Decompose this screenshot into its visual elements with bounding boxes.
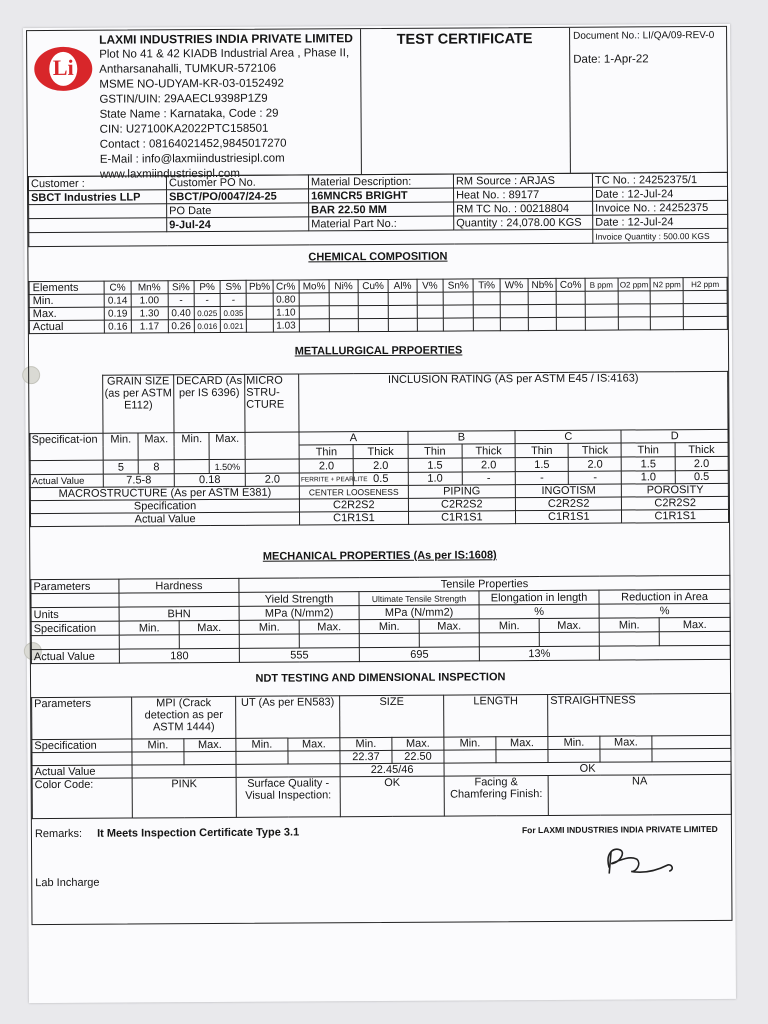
chemical-cell: [388, 305, 416, 318]
chemical-cell: [329, 293, 357, 306]
actual-value-label: Actual Value: [30, 474, 103, 487]
remarks-text: It Meets Inspection Certificate Type 3.1: [97, 826, 300, 840]
spec-value: 1.5: [408, 458, 462, 472]
chemical-cell: Sn%: [443, 279, 474, 292]
chemical-cell: 0.26: [168, 320, 194, 333]
actual-elongation: 13%: [479, 646, 599, 661]
chemical-cell: [443, 318, 474, 331]
inclusion-group-a: A: [299, 431, 408, 445]
spec-value: 2.0: [354, 458, 408, 472]
macro-actual-value: C1R1S1: [622, 509, 729, 523]
max-label: Max.: [179, 620, 239, 634]
chemical-cell: [683, 290, 727, 303]
customer-label: Customer :: [28, 176, 166, 191]
company-address-block: [99, 31, 358, 183]
chemical-cell: 1.30: [131, 307, 168, 320]
actual-value: -: [462, 472, 515, 485]
address-line: Antharsanahalli, TUMKUR-572106: [99, 62, 277, 76]
color-code: PINK: [132, 777, 236, 818]
chemical-cell: [330, 319, 358, 332]
metallurgical-heading: METALLURGICAL PRPOERTIES: [294, 344, 463, 358]
inclusion-group-d: D: [621, 429, 728, 443]
min-label: Min.: [479, 619, 539, 633]
macro-actual-value: C1R1S1: [300, 511, 409, 525]
unit-bhn: BHN: [119, 606, 239, 621]
chemical-cell: [528, 291, 556, 304]
chemical-cell: [247, 319, 273, 332]
chemical-cell: P%: [194, 280, 220, 293]
chemical-cell: Cu%: [358, 279, 389, 292]
actual-hardness: 180: [119, 648, 239, 663]
color-code-label: Color Code:: [32, 778, 132, 819]
chemical-row-label: Min.: [29, 294, 104, 307]
chemical-cell: [417, 305, 443, 318]
actual-yield: 555: [239, 648, 359, 663]
actual-micro: 2.0: [245, 473, 299, 486]
rm-tc-no: RM TC No. : 00218804: [454, 201, 593, 216]
chemical-cell: [299, 306, 330, 319]
spec-value: 1.50%: [210, 459, 246, 473]
size-header: SIZE: [340, 695, 444, 738]
chemical-cell: 0.021: [220, 319, 246, 332]
min-label: Min.: [132, 739, 184, 752]
spec-value: 2.0: [675, 456, 728, 470]
min-label: Min.: [548, 736, 600, 749]
chemical-cell: [683, 316, 727, 329]
company-logo: [34, 47, 92, 91]
chemical-cell: [618, 304, 651, 317]
chemical-cell: V%: [417, 279, 443, 292]
spec-value: [174, 460, 210, 474]
chemical-row-label: Actual: [29, 320, 104, 333]
macro-spec-value: C2R2S2: [300, 498, 409, 512]
material-desc: 16MNCR5 BRIGHT: [309, 188, 454, 203]
customer-name: SBCT Industries LLP: [29, 190, 167, 205]
mech-spec-label: Specification: [31, 621, 119, 636]
chemical-cell: [557, 317, 585, 330]
chemical-cell: [585, 291, 618, 304]
thick-label: Thick: [568, 443, 621, 457]
macro-spec-label: Specification: [30, 499, 299, 514]
cin: CIN: U27100KA2022PTC158501: [99, 122, 269, 136]
address-line: Plot No 41 & 42 KIADB Industrial Area , Phase II,: [99, 47, 350, 61]
unit-percent: %: [599, 603, 730, 618]
chemical-cell: 0.16: [105, 320, 131, 333]
chemical-cell: [474, 292, 500, 305]
chemical-cell: [500, 305, 528, 318]
po-no-label: Customer PO No.: [166, 175, 308, 190]
macro-actual-value: C1R1S1: [516, 510, 622, 524]
po-date-label: PO Date: [167, 203, 309, 218]
chemical-cell: [389, 318, 417, 331]
grain-min: Min.: [103, 433, 139, 460]
chemical-cell: [443, 305, 474, 318]
invoice-no: Invoice No. : 24252375: [593, 200, 728, 215]
material-part-label: Material Part No.:: [309, 216, 454, 231]
inclusion-rating-header: INCLUSION RATING (AS per ASTM E45 / IS:4163): [299, 371, 728, 432]
chemical-cell: [557, 291, 585, 304]
chemical-cell: [500, 292, 528, 305]
tensile-header: Tensile Properties: [239, 575, 730, 592]
actual-uts: 695: [359, 647, 479, 662]
chemical-heading: CHEMICAL COMPOSITION: [308, 250, 448, 264]
chemical-cell: Mn%: [131, 281, 168, 294]
lab-incharge: Lab Incharge: [35, 876, 100, 890]
thin-label: Thin: [408, 444, 462, 458]
macro-col-center-looseness: CENTER LOOSENESS: [299, 485, 408, 499]
actual-value: -: [515, 471, 568, 484]
unit-mpa: MPa (N/mm2): [239, 606, 359, 621]
contact: Contact : 08164021452,9845017270: [99, 137, 287, 151]
thick-label: Thick: [675, 442, 728, 456]
chemical-cell: 0.035: [220, 306, 246, 319]
actual-micro-type: FERRITE + PEARLITE: [299, 473, 353, 486]
chemical-cell: [683, 303, 727, 316]
chemical-cell: 1.03: [273, 319, 299, 332]
macrostructure-heading: MACROSTRUCTURE (As per ASTM E381): [30, 486, 299, 501]
chemical-cell: Ti%: [473, 279, 499, 292]
size-max: 22.50: [392, 750, 444, 763]
chemical-row-label: Elements: [29, 281, 104, 294]
min-label: Min.: [340, 737, 392, 750]
min-label: Min.: [236, 738, 288, 751]
chemical-cell: N2 ppm: [650, 278, 683, 291]
elongation-header: Elongation in length: [479, 590, 599, 605]
chemical-cell: Si%: [168, 281, 194, 294]
mechanical-table: [30, 575, 731, 664]
chemical-cell: 1.00: [131, 294, 168, 307]
hardness-header: Hardness: [119, 578, 239, 593]
macro-col-ingotism: INGOTISM: [515, 484, 621, 498]
thick-label: Thick: [462, 444, 515, 458]
email: E-Mail : info@laxmiindustriesipl.com: [99, 152, 285, 166]
chemical-cell: 0.80: [273, 293, 299, 306]
specification-label: Specificat-ion: [30, 433, 103, 460]
macro-spec-value: C2R2S2: [408, 498, 516, 512]
chemical-cell: B ppm: [585, 278, 618, 291]
max-label: Max.: [539, 618, 599, 632]
units-label: Units: [31, 607, 119, 622]
actual-decard: 0.18: [174, 473, 245, 486]
chemical-cell: [651, 317, 684, 330]
max-label: Max.: [600, 736, 652, 749]
document-title: TEST CERTIFICATE: [396, 31, 533, 48]
ndt-table: [31, 693, 732, 819]
decard-min: Min.: [174, 433, 210, 460]
po-no: SBCT/PO/0047/24-25: [167, 189, 309, 204]
chemical-cell: -: [220, 293, 246, 306]
unit-percent: %: [479, 604, 599, 619]
rm-source: RM Source : ARJAS: [453, 173, 592, 188]
unit-mpa: MPa (N/mm2): [359, 605, 479, 620]
actual-value: 1.0: [622, 471, 675, 484]
chemical-cell: [618, 291, 651, 304]
actual-size: 22.45/46: [340, 763, 444, 777]
mpi-header: MPI (Crack detection as per ASTM 1444): [132, 696, 236, 739]
decard-header: DECARD (As per IS 6396): [174, 374, 245, 432]
certificate-sheet: [23, 24, 736, 1003]
signature: [597, 841, 687, 878]
chemical-cell: [528, 317, 556, 330]
chemical-cell: Co%: [556, 278, 584, 291]
facing-value: NA: [548, 774, 731, 815]
state-name: State Name : Karnataka, Code : 29: [99, 107, 279, 121]
spec-value: 2.0: [299, 459, 353, 473]
msme-number: MSME NO-UDYAM-KR-03-0152492: [99, 77, 284, 91]
mech-actual-label: Actual Value: [31, 649, 119, 664]
invoice-date: Date : 12-Jul-24: [593, 214, 728, 229]
macro-spec-value: C2R2S2: [515, 497, 621, 511]
macro-actual-label: Actual Value: [30, 512, 299, 527]
spec-value: 1.5: [515, 457, 568, 471]
gstin: GSTIN/UIN: 29AAECL9398P1Z9: [99, 92, 268, 106]
ndt-parameters-label: Parameters: [32, 697, 132, 740]
document-date: Date: 1-Apr-22: [573, 53, 649, 66]
chemical-cell: -: [168, 294, 194, 307]
chemical-cell: [358, 305, 389, 318]
chemical-cell: 0.025: [194, 306, 220, 319]
microstructure-header: MICRO STRU-CTURE: [245, 374, 300, 432]
surface-quality: OK: [340, 776, 444, 817]
chemical-row-label: Max.: [29, 307, 104, 320]
chemical-cell: [299, 319, 330, 332]
chemical-cell: [557, 304, 585, 317]
chemical-cell: [528, 304, 556, 317]
yield-strength-header: Yield Strength: [239, 592, 359, 607]
max-label: Max.: [184, 738, 236, 751]
uts-header: Ultimate Tensile Strength: [359, 591, 479, 606]
size-min: 22.37: [340, 750, 392, 763]
max-label: Max.: [299, 620, 359, 634]
macro-spec-value: C2R2S2: [622, 496, 729, 510]
logo-mark: Li: [52, 54, 74, 80]
chemical-cell: [246, 293, 272, 306]
max-label: Max.: [659, 617, 730, 631]
mechanical-heading: MECHANICAL PROPERTIES (As per IS:1608): [262, 549, 497, 563]
certificate-frame: [26, 26, 732, 925]
inclusion-group-b: B: [408, 431, 516, 445]
actual-value: 0.5: [354, 472, 408, 485]
min-label: Min.: [599, 618, 659, 632]
ndt-heading: NDT TESTING AND DIMENSIONAL INSPECTION: [255, 671, 506, 685]
chemical-cell: Pb%: [246, 280, 272, 293]
remarks: [35, 826, 299, 840]
straightness-header: STRAIGHTNESS: [548, 693, 731, 736]
chemical-cell: 0.14: [105, 294, 131, 307]
inclusion-group-c: C: [515, 430, 621, 444]
heat-no: Heat No. : 89177: [454, 187, 593, 202]
ut-header: UT (As per EN583): [236, 696, 340, 739]
chemical-cell: [417, 292, 443, 305]
chemical-table: [29, 277, 728, 334]
chemical-cell: Cr%: [273, 280, 299, 293]
chemical-cell: Al%: [388, 279, 416, 292]
chemical-cell: [651, 304, 684, 317]
grain-max: Max.: [138, 433, 174, 460]
chemical-cell: Ni%: [329, 280, 357, 293]
chemical-cell: [247, 306, 273, 319]
chemical-cell: [585, 304, 618, 317]
thick-label: Thick: [353, 444, 407, 458]
spec-value: 2.0: [568, 457, 621, 471]
macro-col-piping: PIPING: [408, 485, 516, 499]
chemical-cell: [388, 292, 416, 305]
spec-value: 5: [103, 460, 139, 474]
po-date: 9-Jul-24: [167, 217, 309, 232]
chemical-cell: 0.016: [194, 319, 220, 332]
min-label: Min.: [239, 620, 299, 634]
chemical-cell: [650, 291, 683, 304]
metallurgical-table: [29, 371, 729, 527]
max-label: Max.: [288, 738, 340, 751]
reduction-header: Reduction in Area: [599, 589, 730, 604]
chemical-cell: Nb%: [528, 278, 556, 291]
grain-size-header: GRAIN SIZE (as per ASTM E112): [103, 375, 174, 433]
chemical-cell: [299, 293, 330, 306]
max-label: Max.: [419, 619, 479, 633]
website: www.laxmiindustriesipl.com: [99, 167, 240, 181]
ndt-actual-label: Actual Value: [32, 765, 132, 779]
chemical-cell: [500, 318, 528, 331]
min-label: Min.: [119, 621, 179, 635]
actual-value: 0.5: [675, 470, 728, 483]
chemical-cell: W%: [500, 279, 528, 292]
thin-label: Thin: [299, 445, 353, 459]
document-number: Document No.: LI/QA/09-REV-0: [573, 29, 715, 42]
chemical-cell: 1.10: [273, 306, 299, 319]
remarks-label: Remarks:: [34, 827, 83, 841]
chemical-cell: [330, 306, 358, 319]
spec-value: 8: [139, 460, 175, 474]
quantity: Quantity : 24,078.00 KGS: [454, 215, 593, 230]
chemical-cell: [358, 292, 389, 305]
min-label: Min.: [359, 619, 419, 633]
spec-value: 1.5: [622, 457, 675, 471]
macro-col-porosity: POROSITY: [622, 483, 729, 497]
material-desc-label: Material Description:: [308, 174, 453, 189]
chemical-cell: [585, 317, 618, 330]
actual-value: 1.0: [408, 472, 462, 485]
thin-label: Thin: [515, 443, 568, 457]
chemical-cell: O2 ppm: [618, 278, 651, 291]
thin-label: Thin: [622, 443, 675, 457]
spec-value: 2.0: [462, 458, 515, 472]
mech-parameters-label: Parameters: [31, 579, 119, 594]
chemical-cell: [618, 317, 651, 330]
actual-straightness: OK: [444, 761, 731, 776]
ndt-spec-label: Specification: [32, 739, 132, 753]
chemical-cell: -: [194, 293, 220, 306]
chemical-cell: [417, 318, 443, 331]
tc-no: TC No. : 24252375/1: [592, 172, 727, 187]
chemical-cell: [443, 292, 474, 305]
max-label: Max.: [392, 737, 444, 750]
actual-value: -: [569, 471, 622, 484]
surface-quality-label: Surface Quality -Visual Inspection:: [236, 777, 340, 818]
tc-date: Date : 12-Jul-24: [593, 186, 728, 201]
actual-grain: 7.5-8: [103, 474, 174, 487]
chemical-cell: Mo%: [299, 280, 330, 293]
min-label: Min.: [444, 737, 496, 750]
company-name: LAXMI INDUSTRIES INDIA PRIVATE LIMITED: [99, 31, 353, 47]
chemical-cell: 0.19: [105, 307, 131, 320]
chemical-cell: [358, 318, 389, 331]
chemical-cell: C%: [104, 281, 130, 294]
invoice-quantity: Invoice Quantity : 500.00 KGS: [593, 228, 728, 243]
chemical-cell: 1.17: [131, 320, 168, 333]
chemical-cell: [474, 305, 500, 318]
facing-label: Facing & Chamfering Finish:: [444, 775, 548, 816]
decard-max: Max.: [209, 432, 245, 459]
chemical-cell: S%: [220, 280, 246, 293]
length-header: LENGTH: [444, 694, 548, 737]
for-company: For LAXMI INDUSTRIES INDIA PRIVATE LIMITED: [521, 823, 718, 836]
chemical-cell: 0.40: [168, 307, 194, 320]
chemical-cell: H2 ppm: [683, 277, 727, 290]
customer-table: [28, 172, 728, 247]
macro-actual-value: C1R1S1: [408, 511, 516, 525]
max-label: Max.: [496, 736, 548, 749]
spec-value: [245, 459, 299, 473]
material-size: BAR 22.50 MM: [309, 202, 454, 217]
chemical-cell: [474, 318, 500, 331]
